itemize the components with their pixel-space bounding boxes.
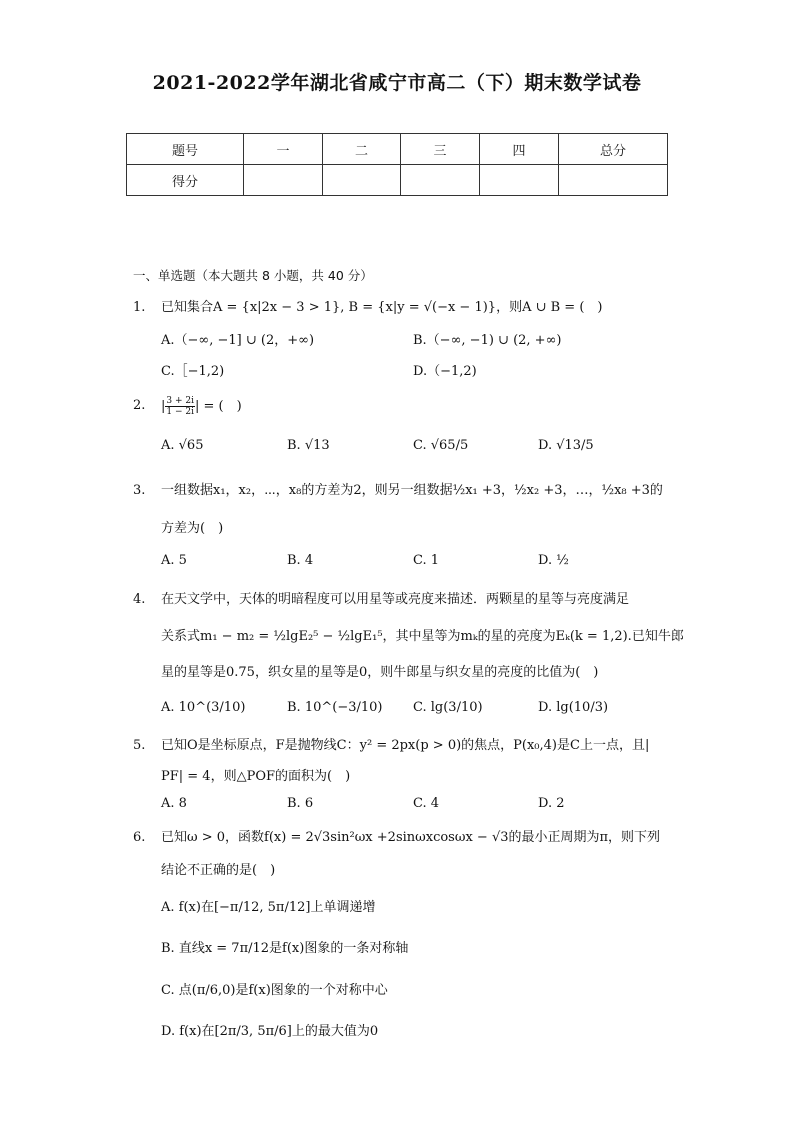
option-c: C. 1 <box>413 553 440 568</box>
option-b: B.（−∞, −1) ∪ (2, +∞) <box>413 333 562 348</box>
score-table-row <box>127 165 668 196</box>
score-cell[interactable] <box>559 165 668 196</box>
option-d: D. 2 <box>538 796 565 811</box>
option-a: A. f(x)在[−π/12, 5π/12]上单调递增 <box>161 900 376 915</box>
question-text-line2: 关系式m₁ − m₂ = ½lgE₂⁵ − ½lgE₁⁵，其中星等为mₖ的星的亮度为Eₖ(k = 1,2).已知牛郎 <box>161 629 684 644</box>
option-a: A. 5 <box>161 553 187 568</box>
score-header-cell: 题号 <box>127 134 244 165</box>
option-d: D. √13/5 <box>538 438 594 453</box>
score-header-cell: 一 <box>244 134 323 165</box>
option-a: A.（−∞, −1] ∪ (2，+∞) <box>161 333 315 348</box>
option-b: B. 4 <box>287 553 314 568</box>
question-text: 在天文学中，天体的明暗程度可以用星等或亮度来描述．两颗星的星等与亮度满足 <box>161 592 630 607</box>
score-cell[interactable] <box>244 165 323 196</box>
score-header-cell: 二 <box>323 134 401 165</box>
option-a: A. √65 <box>161 438 204 453</box>
score-header-cell: 四 <box>480 134 559 165</box>
option-b: B. 6 <box>287 796 314 811</box>
option-b: B. 直线x = 7π/12是f(x)图象的一条对称轴 <box>161 941 409 956</box>
question-text-line2: PF| = 4，则△POF的面积为( ) <box>161 769 351 784</box>
question-text <box>161 396 242 417</box>
question-text: 已知集合A = {x|2x − 3 > 1}, B = {x|y = √(−x − 1)}，则A ∪ B = ( ) <box>161 300 603 315</box>
fraction: $\frac{3 + 2i}{1 - 2i}$ <box>166 396 194 417</box>
option-d: D. lg(10/3) <box>538 700 609 715</box>
abs-bar: | <box>161 399 166 414</box>
question-number: 4. <box>133 592 146 607</box>
score-cell[interactable] <box>323 165 401 196</box>
question-text-line2: 结论不正确的是( ) <box>161 863 276 878</box>
option-c: C.［−1,2) <box>161 364 225 379</box>
question-number: 1. <box>133 300 146 315</box>
score-cell[interactable] <box>480 165 559 196</box>
question-text: 一组数据x₁，x₂，⋯，x₈的方差为2，则另一组数据½x₁ +3，½x₂ +3，…，½x₈ +3的 <box>161 483 663 498</box>
question-text: 已知ω > 0，函数f(x) = 2√3sin²ωx +2sinωxcosωx − √3的最小正周期为π，则下列 <box>161 830 661 845</box>
option-c: C. lg(3/10) <box>413 700 483 715</box>
question-number: 2. <box>133 398 146 413</box>
option-d: D. f(x)在[2π/3, 5π/6]上的最大值为0 <box>161 1024 379 1039</box>
option-a: A. 10^(3/10) <box>161 700 246 715</box>
option-c: C. √65/5 <box>413 438 469 453</box>
option-d: D. ½ <box>538 553 569 568</box>
score-cell[interactable] <box>401 165 480 196</box>
question-number: 6. <box>133 830 146 845</box>
option-d: D.（−1,2) <box>413 364 477 379</box>
section-heading: 一、单选题（本大题共 8 小题，共 40 分） <box>133 268 373 283</box>
score-table <box>126 133 668 196</box>
score-row-label: 得分 <box>127 165 244 196</box>
score-table-header-row <box>127 134 668 165</box>
question-text-line2: 方差为( ) <box>161 521 224 536</box>
option-b: B. 10^(−3/10) <box>287 700 383 715</box>
question-number: 3. <box>133 483 146 498</box>
option-b: B. √13 <box>287 438 330 453</box>
option-a: A. 8 <box>161 796 187 811</box>
score-header-cell: 三 <box>401 134 480 165</box>
question-number: 5. <box>133 738 146 753</box>
option-c: C. 点(π/6,0)是f(x)图象的一个对称中心 <box>161 983 388 998</box>
score-header-cell: 总分 <box>559 134 668 165</box>
question-suffix: | = ( ) <box>194 399 242 414</box>
question-text: 已知O是坐标原点，F是抛物线C：y² = 2px(p > 0)的焦点，P(x₀,4)是C上一点，且| <box>161 738 650 753</box>
question-text-line3: 星的星等是0.75，织女星的星等是0，则牛郎星与织女星的亮度的比值为( ) <box>161 665 599 680</box>
exam-title: 2021-2022学年湖北省咸宁市高二（下）期末数学试卷 <box>152 72 642 94</box>
option-c: C. 4 <box>413 796 440 811</box>
